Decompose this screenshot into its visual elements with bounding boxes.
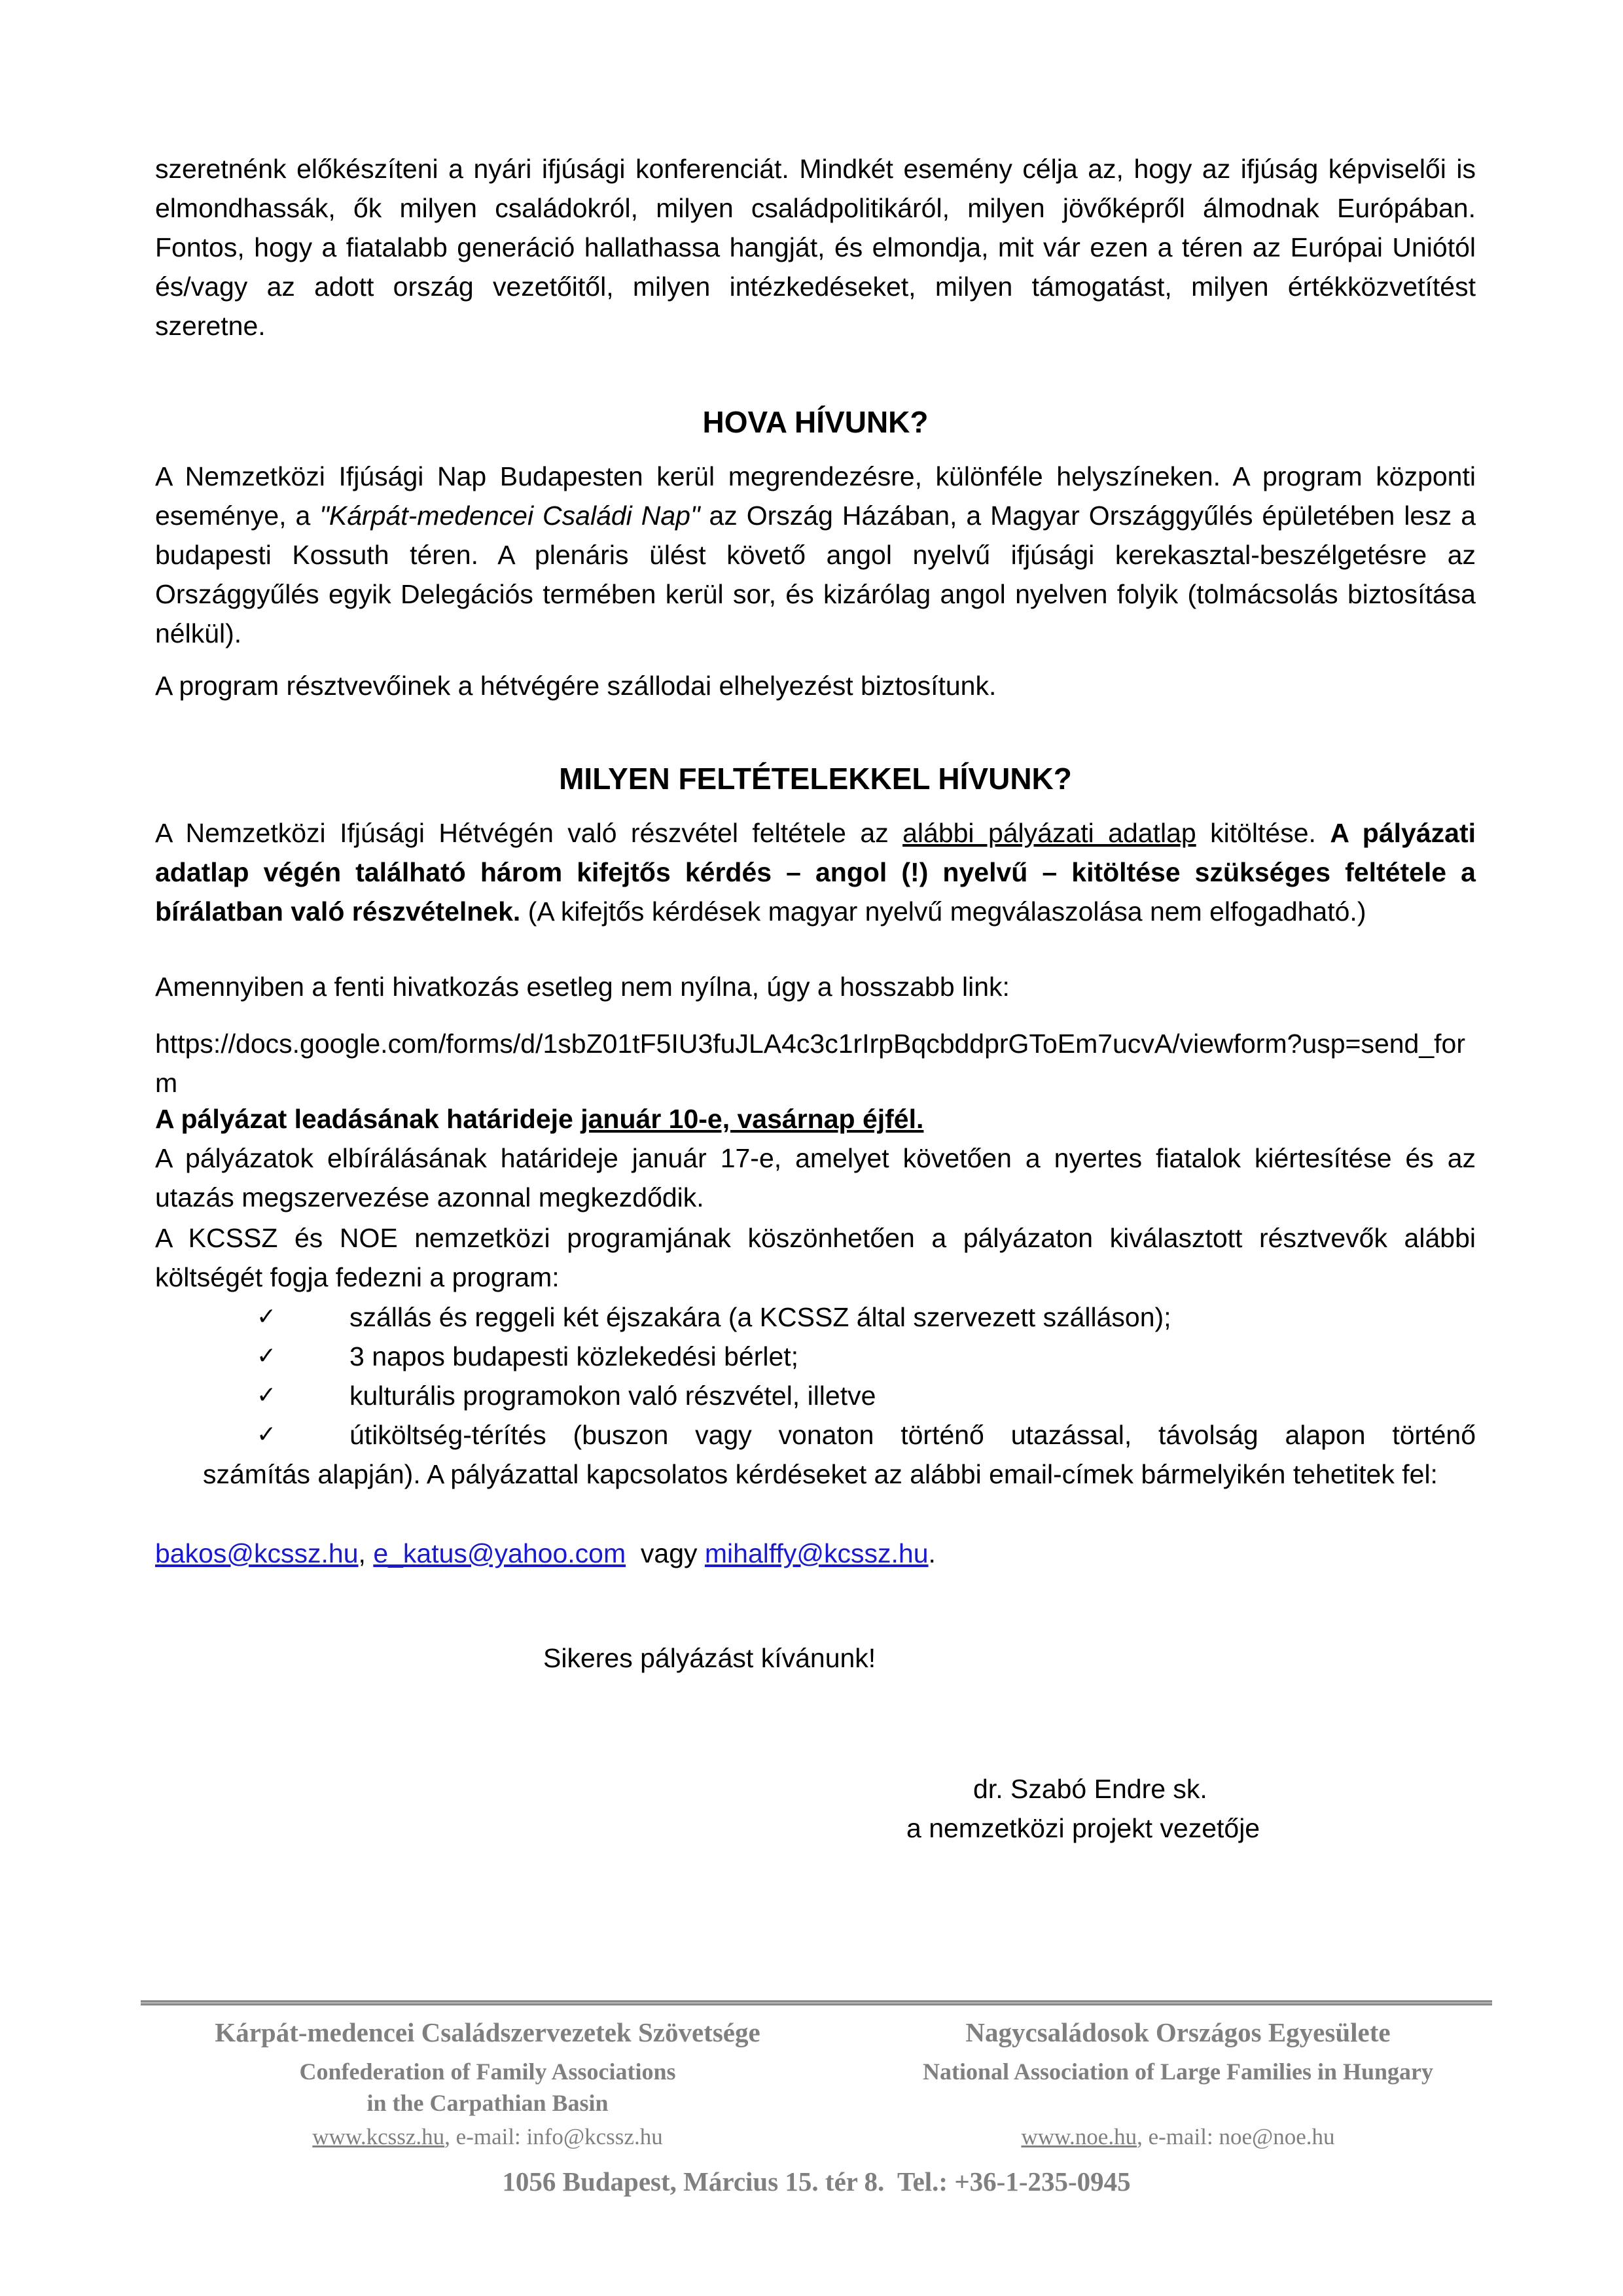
- deadline-label: A pályázat leadásának határideje: [155, 1104, 581, 1134]
- footer-right-website-link[interactable]: www.noe.hu: [1021, 2124, 1137, 2149]
- footer-left-subtitle-2: in the Carpathian Basin: [366, 2090, 609, 2116]
- email-link-bakos[interactable]: bakos@kcssz.hu: [155, 1538, 359, 1568]
- footer-left-title: Kárpát-medencei Családszervezetek Szövetsége: [215, 2017, 760, 2047]
- email-end: .: [928, 1538, 936, 1568]
- conditions-bold-requirement: A pályázati adatlap végén található három kifejtős kérdés – angol (!) nyelvű – kitöltése szükséges feltétele a bírálatban való részvételnek.: [155, 818, 1476, 927]
- conditions-text-start: A Nemzetközi Ifjúsági Hétvégén való részvétel feltétele az: [155, 818, 903, 848]
- benefit-text: szállás és reggeli két éjszakára (a KCSSZ által szervezett szálláson);: [349, 1302, 1171, 1332]
- signature-name: dr. Szabó Endre sk.: [973, 1774, 1207, 1804]
- where-text-start: A Nemzetközi Ifjúsági Nap Budapesten kerül megrendezésre, különféle helyszíneken. A program központi eseménye, a: [155, 461, 1476, 531]
- benefit-continuation: számítás alapján). A pályázattal kapcsolatos kérdéseket az alábbi email-címek bármelyikén tehetitek fel:: [203, 1459, 1438, 1489]
- accommodation-paragraph: A program résztvevőinek a hétvégére szállodai elhelyezést biztosítunk.: [155, 671, 997, 701]
- event-name: "Kárpát-medencei Családi Nap": [319, 501, 700, 531]
- email-link-katus[interactable]: e_katus@yahoo.com: [373, 1538, 626, 1568]
- footer-right-email: , e-mail: noe@noe.hu: [1137, 2124, 1335, 2149]
- benefit-text: kulturális programokon való részvétel, illetve: [349, 1381, 876, 1411]
- deadline-line: [155, 1099, 1476, 1139]
- deadline-date: január 10-e, vasárnap éjfél.: [580, 1104, 924, 1134]
- alt-link-intro: Amennyiben a fenti hivatkozás esetleg nem nyílna, úgy a hosszabb link:: [155, 972, 1010, 1002]
- footer-left-email: , e-mail: info@kcssz.hu: [444, 2124, 663, 2149]
- conditions-text-mid: kitöltése.: [1196, 818, 1330, 848]
- where-paragraph: [155, 457, 1476, 653]
- signature-title: a nemzetközi projekt vezetője: [906, 1813, 1260, 1843]
- email-separator: ,: [358, 1538, 374, 1568]
- email-separator: vagy: [626, 1538, 705, 1568]
- funding-paragraph: A KCSSZ és NOE nemzetközi programjának köszönhetően a pályázaton kiválasztott résztvevők alábbi költségét fogja fedezni a program:: [155, 1223, 1476, 1292]
- footer-left-contact: [151, 2124, 825, 2150]
- benefit-text: útiköltség-térítés (buszon vagy vonaton történő utazással, távolság alapon történő: [349, 1420, 1476, 1450]
- intro-paragraph: szeretnénk előkészíteni a nyári ifjúsági konferenciát. Mindkét esemény célja az, hogy az ifjúság képviselői is elmondhassák, ők milyen családokról, milyen családpolitikáról, milyen jövőképről álmodnak Európában. Fontos, hogy a fiatalabb generáció hallathassa hangját, és elmondja, mit vár ezen a téren az Európai Uniótól és/vagy az adott ország vezetőitől, milyen intézkedéseket, milyen támogatást, milyen értékközvetítést szeretne.: [155, 154, 1476, 341]
- check-icon: ✓: [257, 1343, 277, 1369]
- where-text-end: az Ország Házában, a Magyar Országgyűlés épületében lesz a budapesti Kossuth téren. A plenáris ülést követő angol nyelvű ifjúsági kerekasztal-beszélgetésre az Országgyűlés egyik Delegációs termében kerül sor, és kizárólag angol nyelven folyik (tolmácsolás biztosítása nélkül).: [155, 501, 1476, 648]
- check-icon: ✓: [257, 1382, 277, 1409]
- benefit-text: 3 napos budapesti közlekedési bérlet;: [349, 1341, 799, 1371]
- footer-right-title: Nagycsaládosok Országos Egyesülete: [965, 2017, 1391, 2047]
- long-form-link[interactable]: https://docs.google.com/forms/d/1sbZ01tF5IU3fuJLA4c3c1rIrpBqcbddprGToEm7ucvA/viewform?usp=send_form: [155, 1029, 1466, 1098]
- conditions-paragraph: [155, 813, 1476, 931]
- footer-left-website-link[interactable]: www.kcssz.hu: [312, 2124, 445, 2149]
- evaluation-paragraph: A pályázatok elbírálásának határideje január 17-e, amelyet követően a nyertes fiatalok kiértesítése és az utazás megszervezése azonnal megkezdődik.: [155, 1143, 1476, 1212]
- conditions-text-end: (A kifejtős kérdések magyar nyelvű megválaszolása nem elfogadható.): [520, 896, 1366, 927]
- footer-left-subtitle-1: Confederation of Family Associations: [299, 2058, 676, 2085]
- closing-wish: Sikeres pályázást kívánunk!: [543, 1643, 876, 1673]
- check-icon: ✓: [257, 1421, 277, 1448]
- footer-right-subtitle: National Association of Large Families in Hungary: [922, 2058, 1433, 2085]
- section-heading-conditions: MILYEN FELTÉTELEKKEL HÍVUNK?: [559, 762, 1072, 796]
- section-heading-where: HOVA HÍVUNK?: [702, 405, 929, 439]
- email-link-mihalffy[interactable]: mihalffy@kcssz.hu: [704, 1538, 929, 1568]
- check-icon: ✓: [257, 1303, 277, 1330]
- footer-right-contact: [851, 2124, 1505, 2150]
- contact-emails: [155, 1534, 1476, 1573]
- application-form-link[interactable]: alábbi pályázati adatlap: [902, 818, 1196, 848]
- footer-address: 1056 Budapest, Március 15. tér 8. Tel.: +36-1-235-0945: [502, 2166, 1131, 2197]
- footer-divider: [141, 2000, 1492, 2005]
